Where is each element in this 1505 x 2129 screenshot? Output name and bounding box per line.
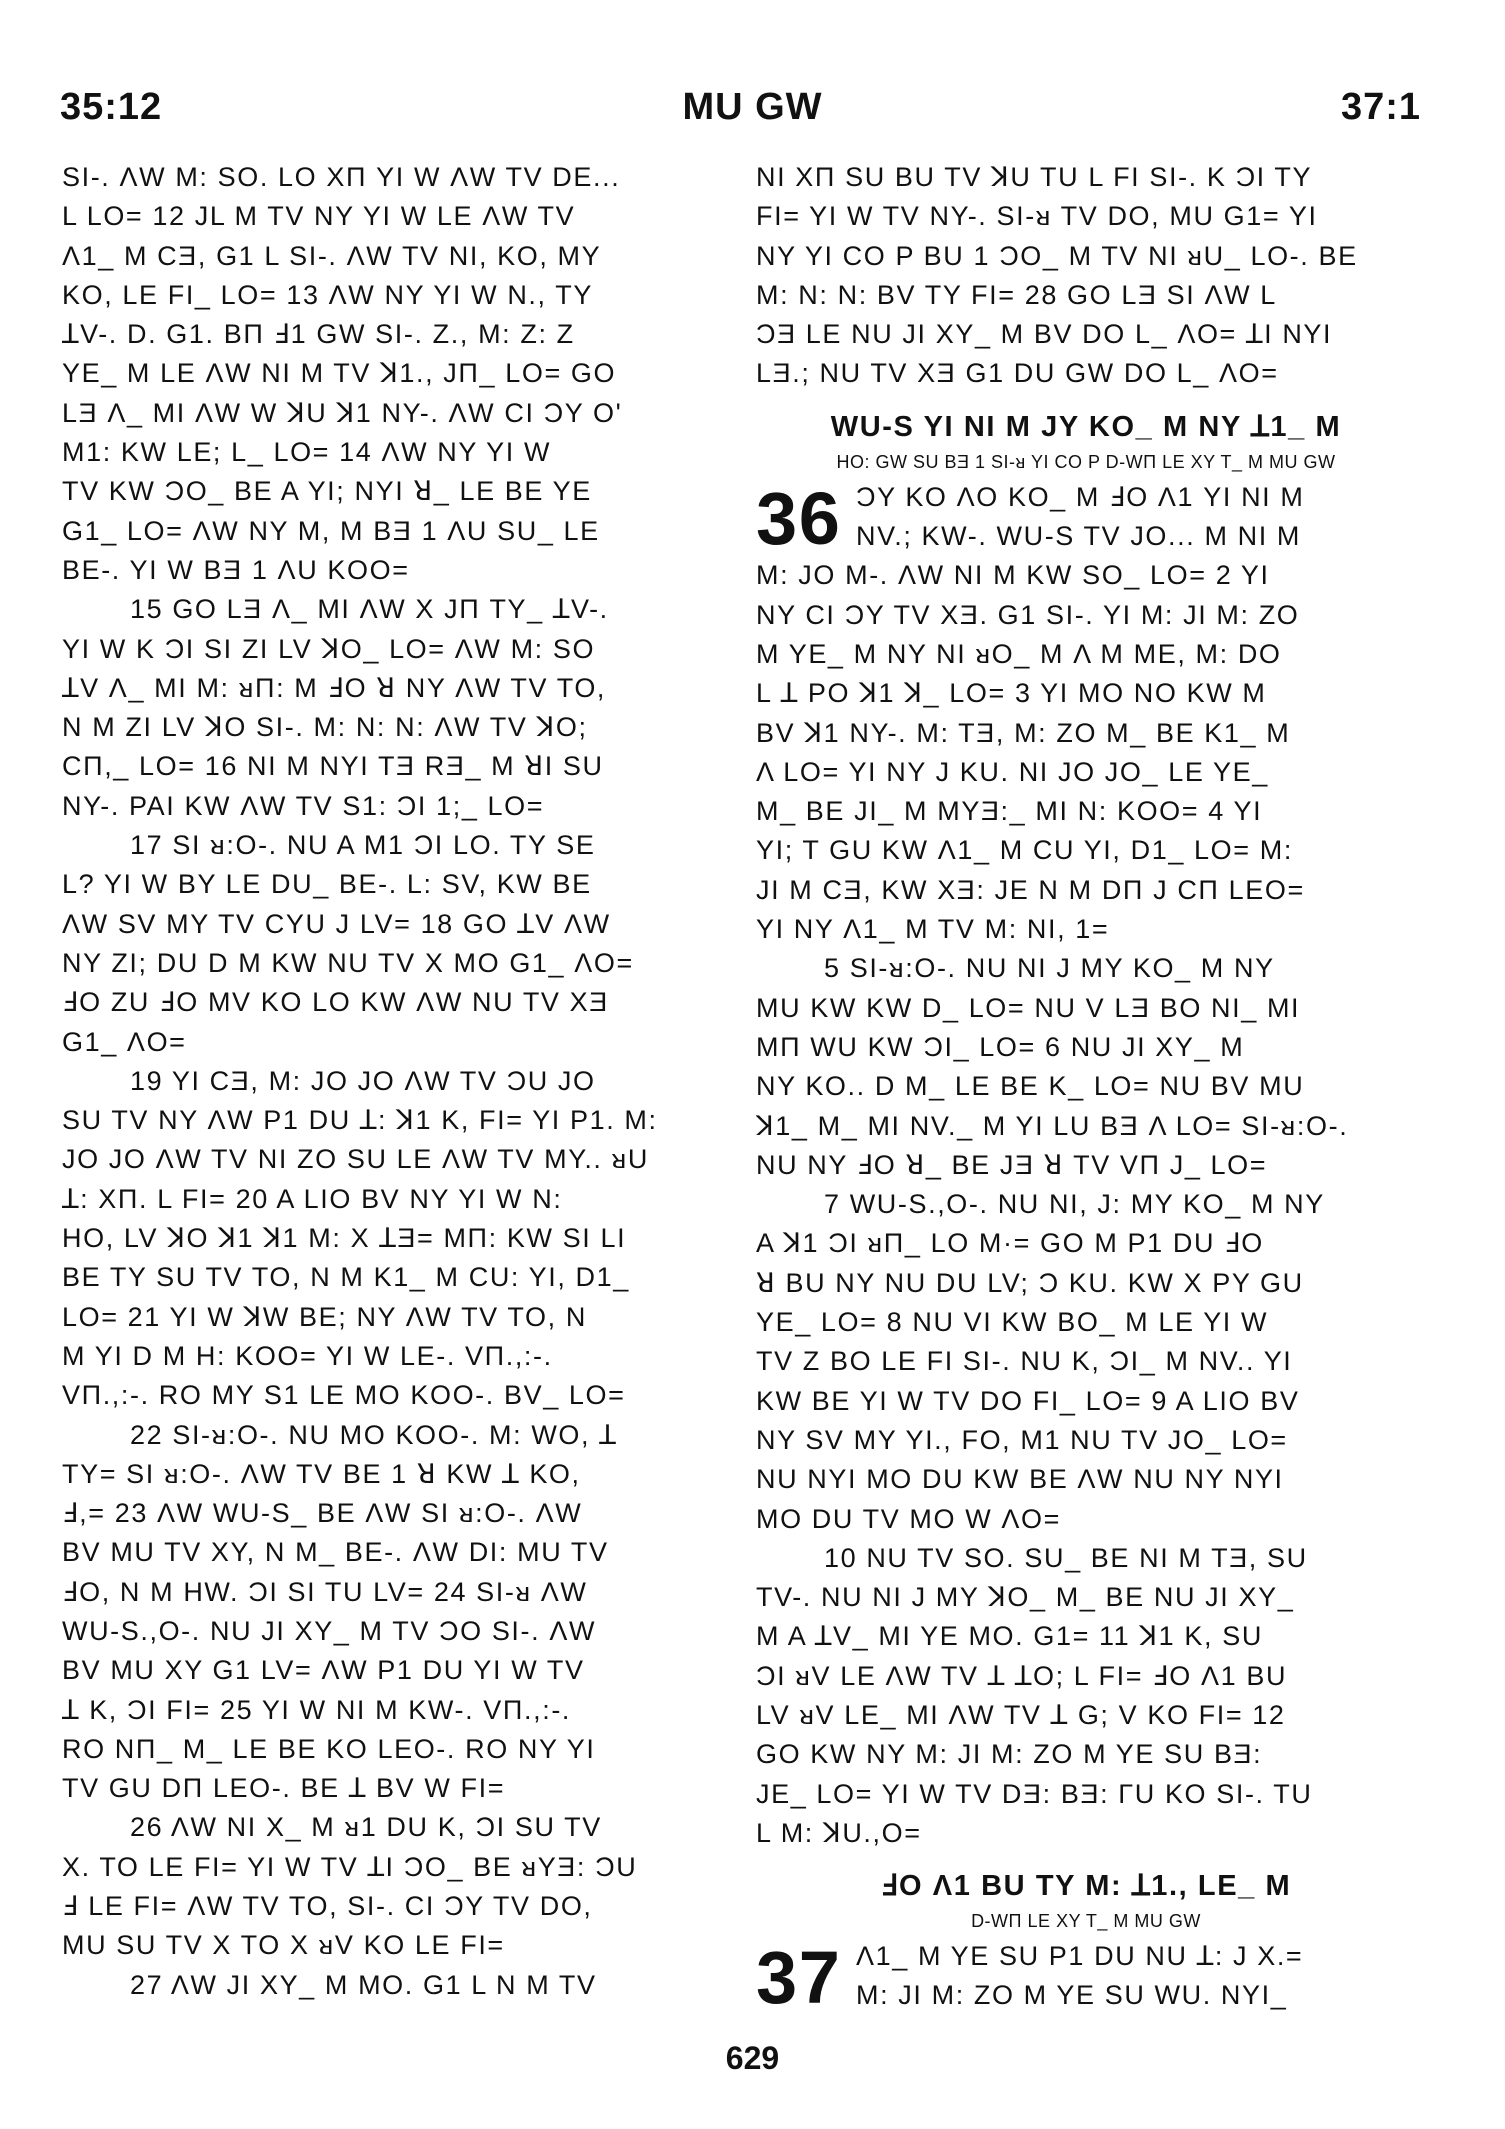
text-line: MU KW KW D_ LO= NU V LƎ BO NI_ MI (756, 992, 1301, 1023)
text-line: ꓕV-. D. G1. BΠ ꓞ1 GW SI-. Z., M: Z: Z (62, 319, 575, 350)
text-line: HO, LV ꓘO ꓘ1 ꓘ1 M: X ꓕƎ= MΠ: KW SI LI (62, 1223, 627, 1254)
text-line: L ꓕ PO ꓘ1 ꓘ_ LO= 3 YI MO NO KW M (756, 678, 1267, 709)
text-line: LO= 21 YI W ꓘW BE; NY ΛW TV TO, N (62, 1301, 587, 1332)
text-line: JI M CƎ, KW XƎ: JE N M DΠ J CΠ LEO= (756, 874, 1305, 905)
text-line: NY ZI; DU D M KW NU TV X MO G1_ ΛO= (62, 947, 634, 978)
chapter-36-opening-lines (856, 478, 1416, 557)
right-column-top-text (756, 158, 1416, 394)
text-line: NY CI ƆY TV XƎ. G1 SI-. YI M: JI M: ZO (756, 599, 1300, 630)
text-line: NY YI CO P BU 1 ƆO_ M TV NI ᴚU_ LO-. BE (756, 240, 1358, 271)
text-line: M A ꓕV_ MI YE MO. G1= 11 ꓘ1 K, SU (756, 1621, 1263, 1652)
header-left-reference: 35:12 (60, 86, 163, 128)
text-line: MU SU TV X TO X ᴚV KO LE FI= (62, 1930, 505, 1961)
text-line: LƎ.; NU TV XƎ G1 DU GW DO L_ ΛO= (756, 358, 1279, 389)
text-line: BV MU TV XY, N M_ BE-. ΛW DI: MU TV (62, 1537, 609, 1568)
text-line: ꓕ: XΠ. L FI= 20 A LIO BV NY YI W N: (62, 1183, 563, 1214)
text-line: YI NY Λ1_ M TV M: NI, 1= (756, 914, 1110, 945)
text-line: L? YI W BY LE DU_ BE-. L: SV, KW BE (62, 869, 592, 900)
text-line: 17 SI ᴚ:O-. NU A M1 ƆI LO. TY SE (130, 830, 596, 861)
text-line: LƎ Λ_ MI ΛW W ꓘU ꓘ1 NY-. ΛW CI ƆY O' (62, 397, 623, 428)
text-line: G1_ ΛO= (62, 1026, 187, 1057)
text-line: N M ZI LV ꓘO SI-. M: N: N: ΛW TV ꓘO; (62, 712, 588, 743)
text-line: ꓕ K, ƆI FI= 25 YI W NI M KW-. VΠ.,:-. (62, 1694, 572, 1725)
text-line: TV-. NU NI J MY ꓘO_ M_ BE NU JI XY_ (756, 1582, 1295, 1613)
left-column (62, 158, 722, 2005)
text-line: 22 SI-ᴚ:O-. NU MO KOO-. M: WO, ꓕ (130, 1419, 618, 1450)
text-line: ƆI ᴚV LE ΛW TV ꓕ ꓕO; L FI= ꓞO Λ1 BU (756, 1660, 1288, 1691)
page-number: 629 (725, 2040, 780, 2076)
text-line: KW BE YI W TV DO FI_ LO= 9 A LIO BV (756, 1385, 1300, 1416)
text-line: TV KW ƆO_ BE A YI; NYI ꓤ_ LE BE YE (62, 476, 592, 507)
text-line: 27 ΛW JI XY_ M MO. G1 L N M TV (130, 1969, 597, 2000)
text-line: M YI D M H: KOO= YI W LE-. VΠ.,:-. (62, 1340, 553, 1371)
text-line: NY-. PAI KW ΛW TV S1: ƆI 1;_ LO= (62, 790, 545, 821)
text-line: NY SV MY YI., FO, M1 NU TV JO_ LO= (756, 1424, 1288, 1455)
text-line: M1: KW LE; L_ LO= 14 ΛW NY YI W (62, 437, 552, 468)
section-subheading-36: HO: GW SU BƎ 1 SI-ᴚ YI CO P D-WΠ LE XY T_ M MU GW (836, 451, 1336, 472)
text-line: ΛW SV MY TV CYU J LV= 18 GO ꓕV ΛW (62, 908, 611, 939)
text-line: KO, LE FI_ LO= 13 ΛW NY YI W N., TY (62, 279, 593, 310)
right-column (756, 158, 1416, 2020)
header-right-reference: 37:1 (1340, 86, 1421, 128)
text-line: MO DU TV MO W ΛO= (756, 1503, 1061, 1534)
text-line: SI-. ΛW M: SO. LO XΠ YI W ΛW TV DE... (62, 162, 621, 192)
text-line: L M: ꓘU.,O= (756, 1817, 922, 1848)
text-line: 26 ΛW NI X_ M ᴚ1 DU K, ƆI SU TV (130, 1812, 602, 1843)
chapter-number-37: 37 (756, 1936, 842, 2020)
text-line: TV GU DΠ LEO-. BE ꓕ BV W FI= (62, 1773, 506, 1804)
chapter-37-opening-lines (856, 1937, 1416, 2016)
text-line: WU-S.,O-. NU JI XY_ M TV ƆO SI-. ΛW (62, 1615, 597, 1646)
text-line: BV ꓘ1 NY-. M: TƎ, M: ZO M_ BE K1_ M (756, 717, 1291, 748)
text-line: ꓞ,= 23 ΛW WU-S_ BE ΛW SI ᴚ:O-. ΛW (62, 1498, 583, 1529)
text-line: BV MU XY G1 LV= ΛW P1 DU YI W TV (62, 1655, 585, 1686)
text-line: RO NΠ_ M_ LE BE KO LEO-. RO NY YI (62, 1733, 596, 1764)
text-line: ꓞ LE FI= ΛW TV TO, SI-. CI ƆY TV DO, (62, 1891, 593, 1922)
text-line: L LO= 12 JL M TV NY YI W LE ΛW TV (62, 201, 576, 232)
text-line: X. TO LE FI= YI W TV ꓕI ƆO_ BE ᴚYƎ: ƆU (62, 1851, 638, 1882)
text-line: 10 NU TV SO. SU_ BE NI M TƎ, SU (824, 1542, 1308, 1573)
text-line: G1_ LO= ΛW NY M, M BƎ 1 ΛU SU_ LE (62, 515, 600, 546)
text-line: YE_ M LE ΛW NI M TV ꓘ1., JΠ_ LO= GO (62, 358, 617, 389)
text-line: NY KO.. D M_ LE BE K_ LO= NU BV MU (756, 1071, 1305, 1102)
chapter-36-text (756, 556, 1416, 1853)
text-line: M_ BE JI_ M MYƎ:_ MI N: KOO= 4 YI (756, 796, 1263, 827)
text-line: 5 SI-ᴚ:O-. NU NI J MY KO_ M NY (824, 953, 1275, 984)
text-line: ꓞO ZU ꓞO MV KO LO KW ΛW NU TV XƎ (62, 987, 609, 1018)
text-line: TY= SI ᴚ:O-. ΛW TV BE 1 ꓤ KW ꓕ KO, (62, 1458, 581, 1489)
chapter-36-block (756, 476, 1416, 560)
text-line: YE_ LO= 8 NU VI KW BO_ M LE YI W (756, 1307, 1269, 1338)
text-line: ꓘ1_ M_ MI NV._ M YI LU BƎ Λ LO= SI-ᴚ:O-. (756, 1110, 1349, 1141)
text-line: M: JI M: ZO M YE SU WU. NYI_ (856, 1980, 1288, 2011)
text-line: JE_ LO= YI W TV DƎ: BƎ: ΓU KO SI-. TU (756, 1778, 1313, 1809)
text-line: ƆY KO ΛO KO_ M ꓞO Λ1 YI NI M (856, 481, 1305, 512)
text-line: NU NYI MO DU KW BE ΛW NU NY NYI (756, 1464, 1284, 1495)
text-line: LV ᴚV LE_ MI ΛW TV ꓕ G; V KO FI= 12 (756, 1699, 1286, 1730)
text-line: JO JO ΛW TV NI ZO SU LE ΛW TV MY.. ᴚU (62, 1144, 649, 1175)
chapter-number-36: 36 (756, 476, 842, 560)
section-heading-36: WU-S YI NI M JY KO_ M NY ꓕ1_ M (830, 410, 1342, 443)
text-line: Λ1_ M CƎ, G1 L SI-. ΛW TV NI, KO, MY (62, 240, 602, 271)
text-line: MΠ WU KW ƆI_ LO= 6 NU JI XY_ M (756, 1031, 1245, 1062)
section-subheading-37: D-WΠ LE XY T_ M MU GW (971, 1911, 1201, 1932)
text-line: M: N: N: BV TY FI= 28 GO LƎ SI ΛW L (756, 279, 1277, 310)
text-line: ꓞO, N M HW. ƆI SI TU LV= 24 SI-ᴚ ΛW (62, 1576, 588, 1607)
text-line: FI= YI W TV NY-. SI-ᴚ TV DO, MU G1= YI (756, 201, 1318, 232)
text-line: GO KW NY M: JI M: ZO M YE SU BƎ: (756, 1739, 1263, 1770)
text-line: 19 YI CƎ, M: JO JO ΛW TV ƆU JO (130, 1065, 596, 1096)
text-line: YI; T GU KW Λ1_ M CU YI, D1_ LO= M: (756, 835, 1293, 866)
text-line: ꓕV Λ_ MI M: ᴚΠ: M ꓞO ꓤ NY ΛW TV TO, (62, 672, 607, 703)
text-line: ꓤ BU NY NU DU LV; Ɔ KU. KW X PY GU (756, 1267, 1304, 1298)
text-line: NV.; KW-. WU-S TV JO... M NI M (856, 521, 1302, 552)
text-line: A ꓘ1 ƆI ᴚΠ_ LO M·= GO M P1 DU ꓞO (756, 1228, 1264, 1259)
text-line: 7 WU-S.,O-. NU NI, J: MY KO_ M NY (824, 1189, 1325, 1220)
text-line: NI XΠ SU BU TV ꓘU TU L FI SI-. K ƆI TY (756, 162, 1313, 192)
text-line: Λ1_ M YE SU P1 DU NU ꓕ: J X.= (856, 1941, 1304, 1972)
text-line: VΠ.,:-. RO MY S1 LE MO KOO-. BV_ LO= (62, 1380, 626, 1411)
text-line: CΠ,_ LO= 16 NI M NYI TƎ RƎ_ M ꓤI SU (62, 751, 604, 782)
text-line: SU TV NY ΛW P1 DU ꓕ: ꓘ1 K, FI= YI P1. M: (62, 1105, 658, 1136)
section-heading-37: ꓞO Λ1 BU TY M: ꓕ1., LE_ M (880, 1870, 1292, 1903)
chapter-37-block (756, 1936, 1416, 2020)
text-line: BE TY SU TV TO, N M K1_ M CU: YI, D1_ (62, 1262, 630, 1293)
text-line: ƆƎ LE NU JI XY_ M BV DO L_ ΛO= ꓕI NYI (756, 319, 1333, 350)
text-line: NU NY ꓞO ꓤ_ BE JƎ ꓤ TV VΠ J_ LO= (756, 1149, 1268, 1180)
text-line: BE-. YI W BƎ 1 ΛU KOO= (62, 554, 410, 585)
text-line: M: JO M-. ΛW NI M KW SO_ LO= 2 YI (756, 560, 1270, 591)
header-book-title: MU GW (682, 86, 823, 128)
text-line: M YE_ M NY NI ᴚO_ M Λ M ME, M: DO (756, 638, 1282, 669)
text-line: 15 GO LƎ Λ_ MI ΛW X JΠ TY_ ꓕV-. (130, 594, 609, 625)
text-line: Λ LO= YI NY J KU. NI JO JO_ LE YE_ (756, 756, 1269, 787)
text-line: YI W K ƆI SI ZI LV ꓘO_ LO= ΛW M: SO (62, 633, 596, 664)
text-line: TV Z BO LE FI SI-. NU K, ƆI_ M NV.. YI (756, 1346, 1293, 1377)
